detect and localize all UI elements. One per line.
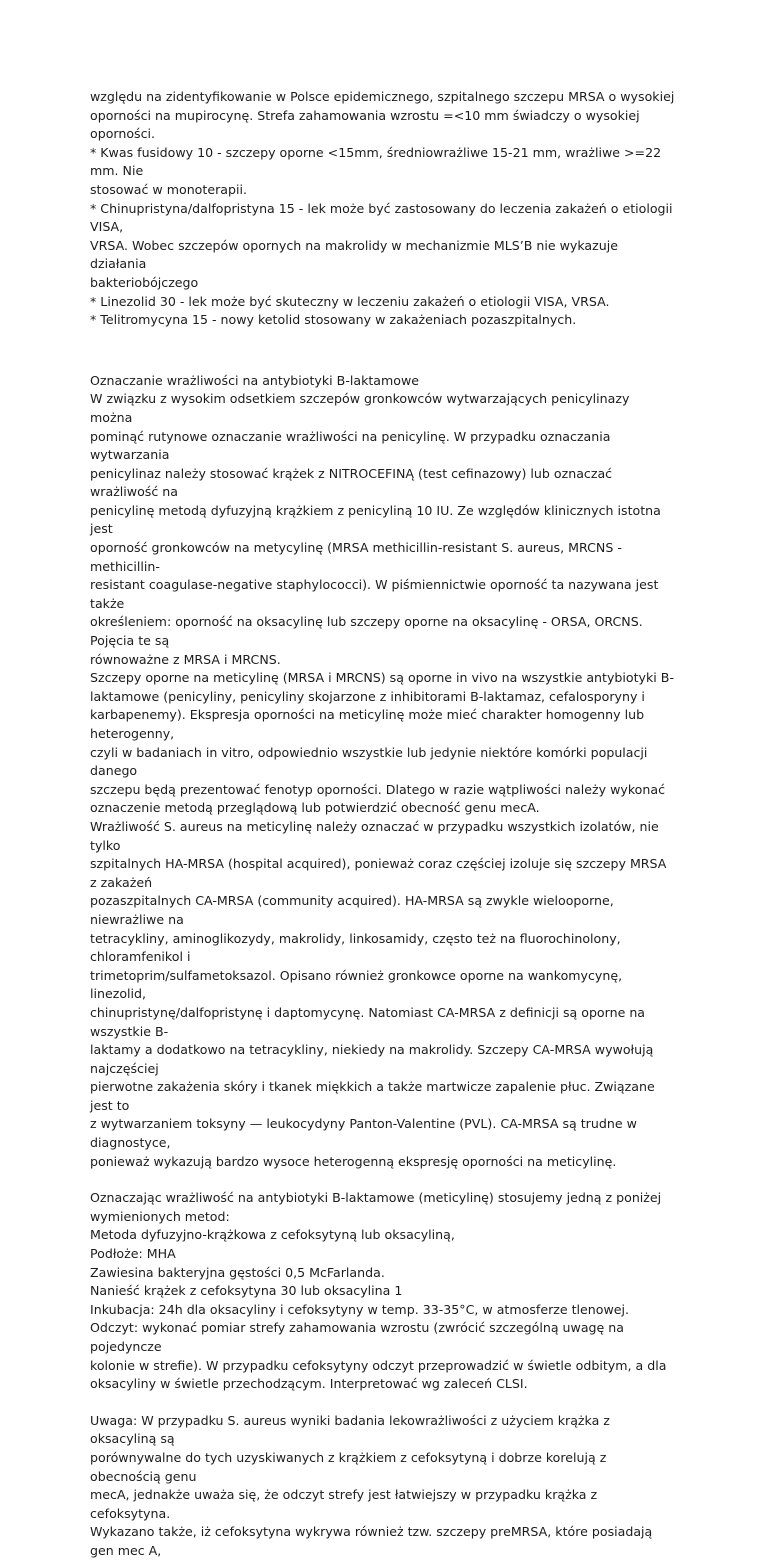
text-line: z wytwarzaniem toksyny — leukocydyny Panton-Valentine (PVL). CA-MRSA są trudne w diagnostyce, xyxy=(90,1116,637,1151)
text-line: Oznaczając wrażliwość na antybiotyki B-laktamowe (meticylinę) stosujemy jedną z poniżej xyxy=(90,1190,662,1206)
text-line: równoważne z MRSA i MRCNS. xyxy=(90,651,281,667)
text-line: Wrażliwość S. aureus na meticylinę należy oznaczać w przypadku wszystkich izolatów, nie tylko xyxy=(90,818,659,853)
text-line: Inkubacja: 24h dla oksacyliny i cefoksytyny w temp. 33-35°C, w atmosferze tlenowej. xyxy=(90,1301,630,1317)
text-line: Odczyt: wykonać pomiar strefy zahamowania wzrostu (zwrócić szczególną uwagę na pojedyncze xyxy=(90,1320,624,1354)
text-line: Wykazano także, iż cefoksytyna wykrywa również tzw. szczepy preMRSA, które posiadają gen mec A, xyxy=(90,1524,653,1558)
text-line: * Linezolid 30 - lek może być skuteczny w leczeniu zakażeń o etiologii VISA, VRSA. xyxy=(90,293,610,309)
text-line: tetracykliny, aminoglikozydy, makrolidy, linkosamidy, często też na fluorochinolony, chloramfenikol i xyxy=(90,930,621,965)
text-line: oporności na mupirocynę. Strefa zahamowania wzrostu =<10 mm świadczy o wysokiej oporności. xyxy=(90,107,640,142)
text-line: Metoda dyfuzyjno-krążkowa z cefoksytyną lub oksacyliną, xyxy=(90,1227,455,1243)
section-heading: Oznaczanie wrażliwości na antybiotyki B-laktamowe xyxy=(90,372,420,388)
text-line: kolonie w strefie). W przypadku cefoksytyny odczyt przeprowadzić w świetle odbitym, a dla xyxy=(90,1357,667,1373)
paragraph-method xyxy=(90,1189,675,1394)
text-line: szczepu będą prezentować fenotyp oporności. Dlatego w razie wątpliwości należy wykonać xyxy=(90,781,665,797)
text-line: mecA, jednakże uważa się, że odczyt strefy jest łatwiejszy w przypadku krążka z cefoksytyna. xyxy=(90,1487,598,1521)
paragraph-antibiotic-notes xyxy=(90,88,675,330)
paragraph-spacer xyxy=(90,1171,675,1189)
text-line: * Kwas fusidowy 10 - szczepy oporne <15mm, średniowrażliwe 15-21 mm, wrażliwe >=22 mm. Nie xyxy=(90,144,662,179)
text-line: oksacyliny w świetle przechodzącym. Interpretować wg zaleceń CLSI. xyxy=(90,1376,528,1392)
text-line: trimetoprim/sulfametoksazol. Opisano również gronkowce oporne na wankomycynę, linezolid, xyxy=(90,967,623,1002)
text-line: porównywalne do tych uzyskiwanych z krążkiem z cefoksytyną i dobrze korelują z obecnością genu xyxy=(90,1449,607,1484)
text-line: Szczepy oporne na meticylinę (MRSA i MRCNS) są oporne in vivo na wszystkie antybiotyki B- xyxy=(90,670,674,686)
text-line: karbapenemy). Ekspresja oporności na meticylinę może mieć charakter homogenny lub heterogenny, xyxy=(90,707,645,741)
text-line: Uwaga: W przypadku S. aureus wyniki badania lekowrażliwości z użyciem krążka z oksacyliną są xyxy=(90,1412,610,1447)
paragraph-note xyxy=(90,1412,675,1561)
text-line: szpitalnych HA-MRSA (hospital acquired), ponieważ coraz częściej izoluje się szczepy MRSA z zakażeń xyxy=(90,856,667,890)
text-line: wymienionych metod: xyxy=(90,1208,230,1224)
paragraph-spacer xyxy=(90,330,675,372)
text-line: chinupristynę/dalfopristynę i daptomycynę. Natomiast CA-MRSA z definicji są oporne na wszystkie B- xyxy=(90,1004,646,1039)
text-line: ponieważ wykazują bardzo wysoce heterogenną ekspresję oporności na meticylinę. xyxy=(90,1153,617,1169)
text-line: stosować w monoterapii. xyxy=(90,181,247,197)
text-line: oznaczenie metodą przeglądową lub potwierdzić obecność genu mecA. xyxy=(90,800,540,816)
text-line: Zawiesina bakteryjna gęstości 0,5 McFarlanda. xyxy=(90,1264,385,1280)
text-line: bakteriobójczego xyxy=(90,274,199,290)
text-line: * Chinupristyna/dalfopristyna 15 - lek może być zastosowany do leczenia zakażeń o etiologii VISA, xyxy=(90,200,673,235)
text-line: czyli w badaniach in vitro, odpowiednio wszystkie lub jedynie niektóre komórki populacji danego xyxy=(90,744,648,779)
text-line: laktamy a dodatkowo na tetracykliny, niekiedy na makrolidy. Szczepy CA-MRSA wywołują najczęściej xyxy=(90,1042,654,1076)
text-line: względu na zidentyfikowanie w Polsce epidemicznego, szpitalnego szczepu MRSA o wysokiej xyxy=(90,89,675,104)
text-line: resistant coagulase-negative staphylococci). W piśmiennictwie oporność ta nazywana jest także xyxy=(90,577,659,611)
text-line: pozaszpitalnych CA-MRSA (community acquired). HA-MRSA są zwykle wielooporne, niewrażliwe na xyxy=(90,893,614,927)
text-line: W związku z wysokim odsetkiem szczepów gronkowców wytwarzających penicylinazy można xyxy=(90,391,630,425)
text-line: Podłoże: MHA xyxy=(90,1246,176,1262)
text-line: Nanieść krążek z cefoksytyna 30 lub oksacylina 1 xyxy=(90,1283,403,1299)
text-line: * Telitromycyna 15 - nowy ketolid stosowany w zakażeniach pozaszpitalnych. xyxy=(90,312,577,328)
paragraph-beta-lactam-section xyxy=(90,372,675,1172)
text-line: oporność gronkowców na metycylinę (MRSA methicillin-resistant S. aureus, MRCNS - methicillin- xyxy=(90,540,622,574)
text-line: pominąć rutynowe oznaczanie wrażliwości na penicylinę. W przypadku oznaczania wytwarzania xyxy=(90,428,611,463)
text-line: pierwotne zakażenia skóry i tkanek miękkich a także martwicze zapalenie płuc. Związane jest to xyxy=(90,1079,655,1113)
paragraph-spacer xyxy=(90,1394,675,1412)
text-line: penicylinaz należy stosować krążek z NITROCEFINĄ (test cefinazowy) lub oznaczać wrażliwość na xyxy=(90,465,613,500)
text-line: VRSA. Wobec szczepów opornych na makrolidy w mechanizmie MLS’B nie wykazuje działania xyxy=(90,237,618,272)
text-line: określeniem: oporność na oksacylinę lub szczepy oporne na oksacylinę - ORSA, ORCNS. Pojęcia te są xyxy=(90,614,643,649)
text-line: penicylinę metodą dyfuzyjną krążkiem z penicyliną 10 IU. Ze względów klinicznych istotna jest xyxy=(90,502,661,537)
text-line: laktamowe (penicyliny, penicyliny skojarzone z inhibitorami B-laktamaz, cefalosporyny i xyxy=(90,688,645,704)
document-page xyxy=(90,88,675,1561)
